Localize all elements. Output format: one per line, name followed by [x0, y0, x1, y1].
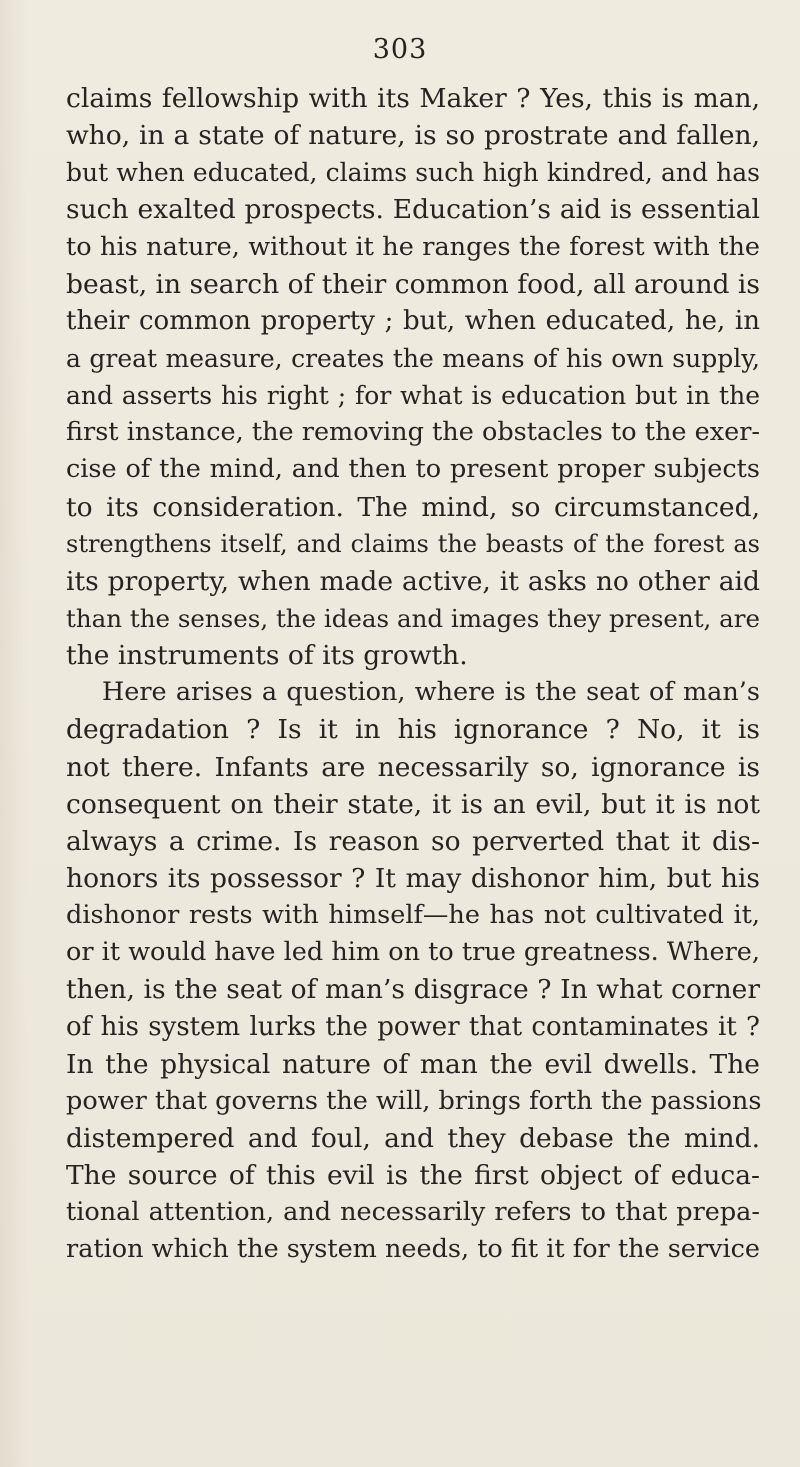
text-line: consequent on their state, it is an evil, but it is not [66, 788, 760, 820]
text-line: degradation ? Is it in his ignorance ? No, it is [66, 714, 760, 746]
text-line: ration which the system needs, to fit it for the service [66, 1234, 761, 1265]
text-line: such exalted prospects. Education’s aid is essential [66, 194, 760, 226]
text-line: always a crime. Is reason so perverted that it dis- [66, 825, 760, 857]
text-line: but when educated, claims such high kindred, and has [66, 158, 760, 188]
text-line: In the physical nature of man the evil dwells. The [66, 1048, 760, 1080]
text-line: then, is the seat of man’s disgrace ? In what corner [66, 974, 760, 1006]
text-line: their common property ; but, when educated, he, in [66, 305, 760, 336]
text-line: or it would have led him on to true greatness. Where, [66, 937, 760, 968]
text-line: claims fellowship with its Maker ? Yes, this is man, [66, 83, 760, 114]
text-line: beast, in search of their common food, all around is [66, 268, 760, 300]
text-line: strengthens itself, and claims the beasts of the forest as [66, 529, 760, 558]
text-line: than the senses, the ideas and images they present, are [66, 603, 760, 633]
text-line: honors its possessor ? It may dishonor him, but his [66, 862, 760, 894]
text-line: The source of this evil is the first object of educa- [66, 1160, 760, 1192]
text-line: cise of the mind, and then to present proper subjects [66, 454, 760, 485]
text-line: a great measure, creates the means of his own supply, [66, 343, 760, 373]
page-number: 303 [372, 34, 428, 65]
text-line: and asserts his right ; for what is education but in the [66, 381, 760, 411]
text-line: of his system lurks the power that contaminates it ? [66, 1011, 760, 1042]
text-line: its property, when made active, it asks no other aid [66, 565, 760, 597]
text-line: distempered and foul, and they debase the mind. [66, 1122, 760, 1154]
text-line: dishonor rests with himself—he has not cultivated it, [66, 900, 760, 931]
text-line: to his nature, without it he ranges the forest with the [66, 231, 760, 262]
text-line: tional attention, and necessarily refers to that prepa- [66, 1197, 760, 1228]
text-line: the instruments of its growth. [66, 640, 468, 672]
text-line: power that governs the will, brings forth the passions [66, 1085, 762, 1116]
text-line: not there. Infants are necessarily so, ignorance is [66, 751, 760, 783]
text-line: first instance, the removing the obstacles to the exer- [66, 417, 760, 448]
text-line: to its consideration. The mind, so circumstanced, [66, 491, 760, 523]
body-text [66, 80, 760, 1269]
text-line: who, in a state of nature, is so prostrate and fallen, [66, 120, 760, 152]
text-line: Here arises a question, where is the seat of man’s [102, 677, 760, 708]
